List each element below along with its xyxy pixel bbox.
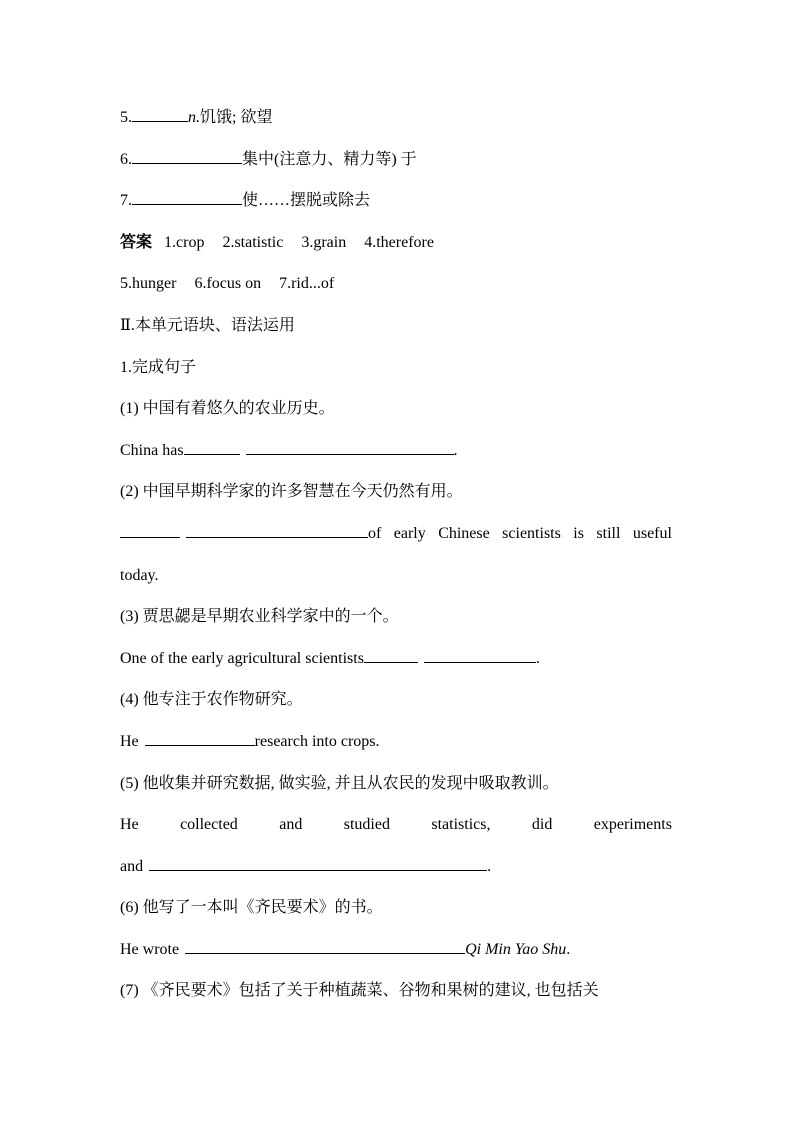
answer-blank[interactable] [186,522,368,538]
sentence-word: experiments [593,816,672,834]
answer-entry: 3.grain [301,233,347,251]
answer-blank[interactable] [132,148,242,164]
vocab-meaning: 使……摆脱或除去 [242,192,371,210]
question-4-english [120,724,672,766]
answer-entry: 4.therefore [364,233,434,251]
vocab-meaning: 饥饿; 欲望 [200,109,273,126]
answer-blank[interactable] [145,730,255,746]
answer-blank[interactable] [120,522,180,538]
answer-blank[interactable] [132,189,242,205]
sentence-word: He [120,816,139,834]
answers-label: 答案 [120,233,153,251]
answer-blank[interactable] [424,647,536,663]
sentence-word: scientists [502,524,561,542]
question-5-english-cont [120,849,672,891]
book-title: Qi Min Yao Shu [465,940,567,958]
sentence-word: studied [343,816,390,834]
sentence-word: did [531,816,553,834]
part-of-speech: n. [188,109,200,126]
question-3-chinese: (3) 贾思勰是早期农业科学家中的一个。 [120,608,399,626]
sentence-text: . [566,940,571,958]
question-6-english [120,932,672,974]
question-4-chinese: (4) 他专注于农作物研究。 [120,691,303,709]
subsection-heading: 1.完成句子 [120,358,197,376]
item-number: 5. [120,109,132,126]
sentence-word: is [573,524,584,542]
sentence-word: still [596,524,621,542]
question-5-chinese: (5) 他收集并研究数据, 做实验, 并且从农民的发现中吸取教训。 [120,774,559,792]
vocab-item-5 [120,100,672,142]
answer-entry: 2.statistic [222,233,284,251]
sentence-text: He [120,732,139,750]
item-number: 6. [120,150,132,168]
sentence-word: statistics, [431,816,491,834]
sentence-text: research into crops. [254,732,380,750]
answers-line-2 [120,266,672,308]
answer-entry: 1.crop [164,233,205,251]
sentence-text: China has [120,441,184,459]
answer-blank[interactable] [364,647,418,663]
sentence-text: . [453,441,458,459]
question-3-english [120,641,672,683]
sentence-text: He wrote [120,940,180,958]
question-2-chinese: (2) 中国早期科学家的许多智慧在今天仍然有用。 [120,483,463,501]
question-6-chinese: (6) 他写了一本叫《齐民要术》的书。 [120,899,383,917]
question-1-english [120,433,672,475]
vocab-item-7 [120,183,672,225]
answer-blank[interactable] [132,106,188,122]
sentence-word: useful [632,524,672,542]
question-7-chinese: (7) 《齐民要术》包括了关于种植蔬菜、谷物和果树的建议, 也包括关 [120,982,599,1000]
answer-entry: 6.focus on [194,275,262,293]
sentence-word: and [279,816,303,834]
document-page [120,100,672,1015]
answers-line-1 [120,225,672,267]
sentence-word: early [393,524,426,542]
sentence-word: Chinese [438,524,490,542]
answer-entry: 5.hunger [120,275,177,293]
question-1-chinese: (1) 中国有着悠久的农业历史。 [120,400,335,418]
answer-entry: 7.rid...of [279,275,335,293]
sentence-text: and [120,857,144,875]
answer-blank[interactable] [246,439,454,455]
answer-blank[interactable] [184,439,240,455]
sentence-text: . [535,649,540,667]
question-2-english-cont: today. [120,566,159,584]
question-5-english [120,807,672,849]
answer-blank[interactable] [185,938,465,954]
item-number: 7. [120,192,132,210]
sentence-word: of [368,524,382,542]
sentence-text: One of the early agricultural scientists [120,649,364,667]
vocab-meaning: 集中(注意力、精力等) 于 [242,150,417,168]
section-heading: Ⅱ.本单元语块、语法运用 [120,316,295,334]
answer-blank[interactable] [149,855,487,871]
sentence-text: . [487,857,492,875]
question-2-english [120,516,672,558]
vocab-item-6 [120,142,672,184]
sentence-word: collected [180,816,238,834]
